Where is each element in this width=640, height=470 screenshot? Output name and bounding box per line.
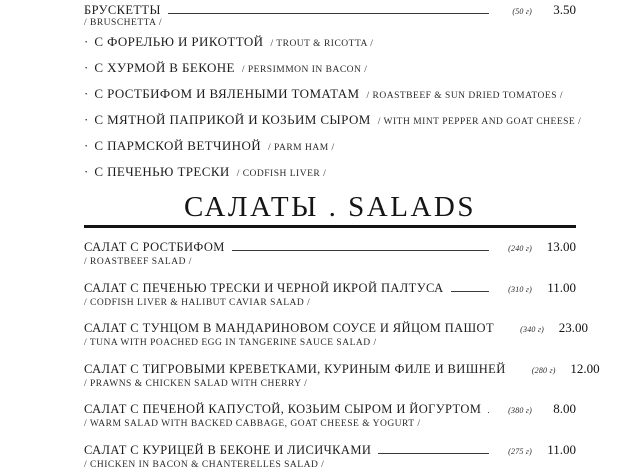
salad-name-en: / CODFISH LIVER & HALIBUT CAVIAR SALAD / bbox=[84, 297, 311, 308]
variant-name-en: / WITH MINT PEPPER AND GOAT CHEESE / bbox=[377, 117, 582, 127]
salad-name-ru: САЛАТ С ТИГРОВЫМИ КРЕВЕТКАМИ, КУРИНЫМ ФИЛЕ И ВИШНЕЙ bbox=[84, 361, 506, 376]
salad-name-ru: САЛАТ С ТУНЦОМ В МАНДАРИНОВОМ СОУСЕ И ЯЙЦОМ ПАШОТ bbox=[84, 321, 495, 335]
dotted-leader bbox=[232, 250, 489, 251]
variant-name-ru: С ХУРМОЙ В БЕКОНЕ bbox=[94, 60, 235, 75]
variant-name-en: / ROASTBEEF & SUN DRIED TOMATOES / bbox=[366, 91, 563, 101]
bruschetta-variant-list bbox=[84, 34, 582, 182]
salad-name-en: / CHICKEN IN BACON & CHANTERELLES SALAD / bbox=[84, 459, 325, 470]
salad-price: 12.00 bbox=[570, 360, 600, 376]
bruschetta-weight: (50 г) bbox=[512, 7, 532, 16]
bruschetta-section bbox=[84, 2, 582, 182]
salad-menu-item bbox=[84, 239, 576, 267]
bruschetta-variant-item bbox=[84, 87, 576, 104]
salad-menu-item bbox=[84, 320, 589, 348]
salad-name-ru: САЛАТ С ПЕЧЕНОЙ КАПУСТОЙ, КОЗЬИМ СЫРОМ И ЙОГУРТОМ bbox=[84, 402, 482, 416]
bruschetta-header-row bbox=[84, 2, 576, 18]
dotted-leader bbox=[378, 453, 489, 454]
salad-price: 13.00 bbox=[546, 239, 576, 254]
salad-weight: (275 г) bbox=[508, 446, 532, 456]
variant-name-ru: С ПЕЧЕНЬЮ ТРЕСКИ bbox=[94, 164, 230, 179]
salad-price: 23.00 bbox=[558, 320, 589, 335]
salad-item-row bbox=[84, 360, 600, 378]
salad-weight: (280 г) bbox=[531, 365, 556, 375]
dotted-leader bbox=[488, 412, 489, 413]
variant-name-en: / PARM HAM / bbox=[268, 143, 335, 153]
salads-section-title: САЛАТЫ . SALADS bbox=[184, 191, 476, 223]
bullet-dot-icon: · bbox=[84, 112, 89, 127]
variant-name-ru: С МЯТНОЙ ПАПРИКОЙ И КОЗЬИМ СЫРОМ bbox=[94, 112, 371, 127]
bruschetta-variant-item bbox=[84, 165, 576, 182]
bruschetta-variant-item bbox=[84, 112, 582, 130]
variant-name-en: / CODFISH LIVER / bbox=[236, 169, 327, 179]
bullet-dot-icon: · bbox=[84, 86, 89, 101]
salad-name-en: / WARM SALAD WITH BACKED CABBAGE, GOAT CHEESE & YOGURT / bbox=[84, 419, 421, 429]
dotted-leader bbox=[168, 13, 489, 14]
salad-item-row bbox=[84, 442, 576, 459]
variant-name-ru: С ПАРМСКОЙ ВЕТЧИНОЙ bbox=[94, 138, 262, 153]
salad-menu-item bbox=[84, 401, 576, 429]
bullet-dot-icon: · bbox=[84, 164, 89, 179]
salad-weight: (340 г) bbox=[520, 325, 545, 334]
bruschetta-variant-item bbox=[84, 139, 576, 156]
bruschetta-subtitle: / BRUSCHETTA / bbox=[84, 18, 163, 28]
salad-price: 8.00 bbox=[553, 401, 576, 416]
bullet-dot-icon: · bbox=[84, 34, 89, 49]
bruschetta-title: БРУСКЕТТЫ bbox=[84, 3, 161, 17]
salad-item-row bbox=[84, 401, 576, 418]
section-divider-rule bbox=[84, 225, 576, 228]
salad-item-row bbox=[84, 280, 576, 297]
variant-name-ru: С РОСТБИФОМ И ВЯЛЕНЫМИ ТОМАТАМ bbox=[94, 86, 360, 101]
bruschetta-variant-item bbox=[84, 35, 576, 52]
salads-list bbox=[84, 239, 600, 470]
salad-name-en: / ROASTBEEF SALAD / bbox=[84, 257, 192, 267]
salad-weight: (380 г) bbox=[508, 406, 532, 415]
variant-name-en: / TROUT & RICOTTA / bbox=[270, 39, 374, 49]
salad-weight: (310 г) bbox=[508, 284, 532, 294]
salad-menu-item bbox=[84, 442, 576, 470]
salad-item-row bbox=[84, 320, 589, 337]
salad-name-ru: САЛАТ С РОСТБИФОМ bbox=[84, 240, 225, 254]
variant-name-en: / PERSIMMON IN BACON / bbox=[241, 65, 368, 75]
bruschetta-price: 3.50 bbox=[553, 2, 576, 17]
salad-weight: (240 г) bbox=[508, 244, 532, 253]
salad-name-en: / TUNA WITH POACHED EGG IN TANGERINE SAUCE SALAD / bbox=[84, 338, 377, 348]
bullet-dot-icon: · bbox=[84, 138, 89, 153]
salad-price: 11.00 bbox=[547, 441, 576, 457]
bruschetta-variant-item bbox=[84, 61, 576, 78]
salad-name-ru: САЛАТ С ПЕЧЕНЬЮ ТРЕСКИ И ЧЕРНОЙ ИКРОЙ ПАЛТУСА bbox=[84, 280, 444, 295]
dotted-leader bbox=[451, 291, 490, 292]
bullet-dot-icon: · bbox=[84, 60, 89, 75]
salad-name-ru: САЛАТ С КУРИЦЕЙ В БЕКОНЕ И ЛИСИЧКАМИ bbox=[84, 442, 372, 457]
variant-name-ru: С ФОРЕЛЬЮ И РИКОТТОЙ bbox=[94, 34, 264, 49]
salad-menu-item bbox=[84, 360, 600, 389]
salad-name-en: / PRAWNS & CHICKEN SALAD WITH CHERRY / bbox=[84, 378, 308, 389]
salad-item-row bbox=[84, 239, 576, 256]
salad-price: 11.00 bbox=[547, 279, 576, 295]
salad-menu-item bbox=[84, 280, 576, 308]
